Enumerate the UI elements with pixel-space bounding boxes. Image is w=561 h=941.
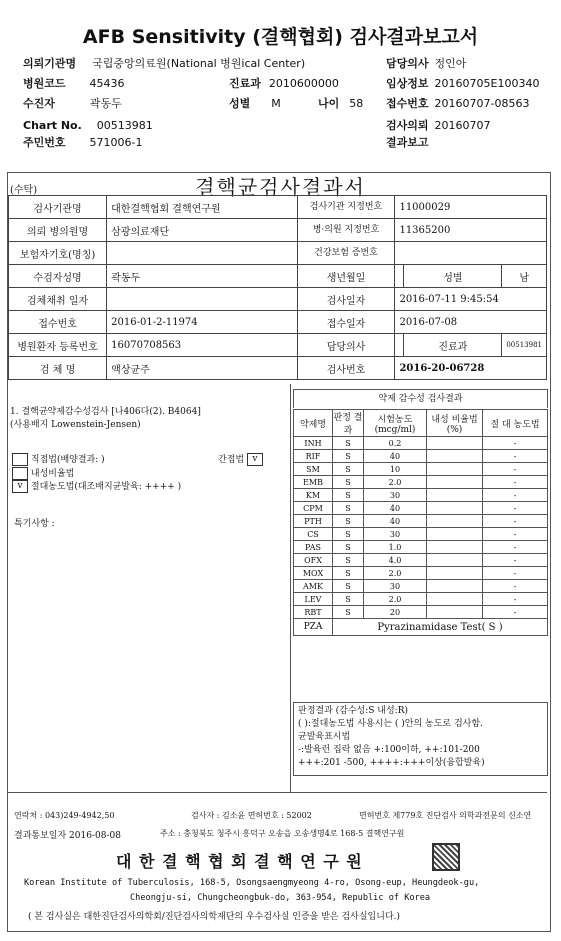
drug-cell: INH [294,437,333,450]
drug-cell [427,463,483,476]
drug-cell: 30 [364,580,427,593]
report-date: 결과통보일자 2016-08-08 [14,831,121,841]
english-address-1: Korean Institute of Tuberculosis, 168-5, Osongsaengmyeong 4-ro, Osong-eup, Heungdeok-gu, [24,878,480,888]
form-value: 2016-20-06728 [395,357,547,380]
form-label: 검사번호 [297,357,395,380]
form-value [395,265,404,288]
form-value: 곽동두 [107,265,297,288]
drug-cell: OFX [294,554,333,567]
drug-cell: LEV [294,593,333,606]
clinical-info: 임상정보 20160705E100340 [386,77,540,90]
drug-table [293,409,548,636]
drug-header: 시험농도 (mcg/ml) [364,410,427,437]
drug-cell: 2.0 [364,567,427,580]
drug-cell: PAS [294,541,333,554]
drug-cell [427,502,483,515]
form-label: 진료과 [404,334,502,357]
patient-sex: 성별 M [229,97,281,110]
drug-cell: SM [294,463,333,476]
form-value: 액상균주 [107,357,297,380]
drug-cell [427,528,483,541]
drug-cell: - [483,593,548,606]
certification-note: ( 본 검사실은 대한진단검사의학회/진단검사의학재단의 우수검사실 인증을 받은 검사실입니다.) [28,912,401,922]
drug-table-caption: 약제 감수성 검사결과 [293,389,548,408]
consign-label: (수탁) [10,185,38,196]
director-line: 면허번호 제779호 진단검사 의학과전문의 신소연 [359,811,532,820]
drug-cell: 40 [364,502,427,515]
patient-age: 나이 58 [318,97,364,110]
drug-cell: EMB [294,476,333,489]
drug-cell: CS [294,528,333,541]
drug-cell: 2.0 [364,593,427,606]
drug-cell [427,515,483,528]
legend-box [293,702,548,776]
form-value: 16070708563 [107,334,297,357]
drug-cell: RBT [294,606,333,619]
drug-cell [427,437,483,450]
contact-line: 연락처 : 043)249-4942,50 [14,811,115,820]
test-line: 1. 결핵균약제감수성검사 [나406다(2). B4064] [10,407,201,417]
drug-row [294,554,548,567]
drug-cell: - [483,502,548,515]
drug-cell: 20 [364,606,427,619]
request-org: 의뢰기관명 국립중앙의료원(National 병원ical Center) [23,57,306,70]
drug-cell [427,593,483,606]
drug-cell: S [333,450,364,463]
direct-checkbox [12,453,28,466]
drug-row [294,463,548,476]
drug-cell: - [483,450,548,463]
drug-cell: - [483,606,548,619]
drug-cell: S [333,528,364,541]
drug-cell: 1.0 [364,541,427,554]
drug-header: 절 대 농도법 [483,410,548,437]
department: 진료과 2010600000 [229,77,339,90]
drug-cell: S [333,515,364,528]
indirect-checkbox: v [247,453,263,466]
form-label: 검사기관 지정번호 [297,196,395,219]
form-label: 수검자성명 [9,265,107,288]
medium-line: (사용배지 Lowenstein-Jensen) [10,420,141,430]
examiner-line: 검사자 : 김소윤 면허번호 : 52002 [191,811,312,820]
drug-cell: S [333,554,364,567]
drug-cell [427,580,483,593]
drug-header: 약제명 [294,410,333,437]
form-value: 2016-07-11 9:45:54 [395,288,547,311]
form-heading: 결핵균검사결과서 [195,175,366,199]
drug-cell: S [333,489,364,502]
drug-row [294,606,548,619]
address-line: 주소 : 충청북도 청주시 흥덕구 오송읍 오송생명4로 168-5 결핵연구원 [160,829,405,838]
drug-cell: S [333,463,364,476]
drug-cell: 10 [364,463,427,476]
absolute-conc: v 절대농도법(대조배지균발육: ++++ ) [12,479,181,493]
drug-cell [427,489,483,502]
report-title: AFB Sensitivity (결핵협회) 검사결과보고서 [82,26,479,48]
form-label: 접수일자 [297,311,395,334]
drug-cell: S [333,541,364,554]
drug-row [294,450,548,463]
drug-cell: S [333,502,364,515]
drug-cell [427,541,483,554]
request-date: 검사의뢰 20160707 [386,119,491,132]
divider [8,792,547,793]
receipt-number: 접수번호 20160707-08563 [386,97,530,110]
drug-row [294,567,548,580]
form-value [107,242,297,265]
absolute-checkbox: v [12,480,28,493]
drug-row [294,489,548,502]
legend-line: -:발육런 집락 없음 +:100이하, ++:101-200 [298,745,480,755]
drug-cell [427,606,483,619]
drug-cell [427,476,483,489]
drug-cell: - [483,528,548,541]
drug-row [294,528,548,541]
form-label: 생년월일 [297,265,395,288]
drug-cell [427,567,483,580]
drug-cell: 2.0 [364,476,427,489]
drug-cell: - [483,541,548,554]
result-report: 결과보고 [386,136,429,149]
form-label: 담당의사 [297,334,395,357]
english-address-2: Cheongju-si, Chungcheongbuk-do, 363-954, Republic of Korea [130,893,431,903]
form-value: 11365200 [395,219,547,242]
drug-cell: - [483,580,548,593]
drug-cell: - [483,567,548,580]
form-value [395,242,547,265]
form-value: 11000029 [395,196,547,219]
form-label: 성별 [404,265,502,288]
resistance-ratio: 내성비율법 [12,466,74,480]
chart-number: Chart No. 00513981 [23,119,153,132]
form-label: 병원환자 등록번호 [9,334,107,357]
drug-row [294,580,548,593]
drug-cell [427,450,483,463]
org-name: 대 한 결 핵 협 회 결 핵 연 구 원 [116,852,363,871]
drug-row [294,437,548,450]
drug-cell [427,554,483,567]
drug-row [294,515,548,528]
divider [290,384,291,792]
pza-value: Pyrazinamidase Test( S ) [333,619,548,636]
form-value [395,334,404,357]
drug-cell: 30 [364,489,427,502]
legend-line: 균발육표시법 [298,732,351,742]
drug-header: 내성 비율법(%) [427,410,483,437]
drug-cell: - [483,463,548,476]
drug-cell: CPM [294,502,333,515]
remarks-label: 특기사항 : [14,519,55,529]
form-value: 삼광의료재단 [107,219,297,242]
drug-cell: - [483,437,548,450]
drug-row [294,593,548,606]
drug-cell: - [483,515,548,528]
indirect-method: 간접법 v [218,452,263,466]
form-label: 검체채취 일자 [9,288,107,311]
form-label: 보험자기호(명칭) [9,242,107,265]
drug-cell: 4.0 [364,554,427,567]
form-label: 건강보험 증번호 [297,242,395,265]
drug-cell: 30 [364,528,427,541]
drug-cell: 40 [364,450,427,463]
direct-method: 직접법(배양결과: ) [12,452,105,466]
drug-cell: MOX [294,567,333,580]
drug-cell: - [483,476,548,489]
drug-cell: S [333,580,364,593]
form-label: 접수번호 [9,311,107,334]
resident-number: 주민번호 571006-1 [23,136,143,149]
form-value: 대한결핵협회 결핵연구원 [107,196,297,219]
drug-row [294,476,548,489]
drug-cell: S [333,437,364,450]
form-table [8,195,547,380]
legend-line: 판정결과 (감수성:S 내성:R) [298,706,408,716]
drug-cell: S [333,476,364,489]
drug-cell: RIF [294,450,333,463]
legend-line: ( ):절대농도법 사용시는 ( )안의 농도로 검사함. [298,719,483,729]
patient-name: 수진자 곽동두 [23,97,122,110]
drug-cell: 40 [364,515,427,528]
drug-cell: S [333,606,364,619]
official-seal-icon [432,843,460,871]
form-label: 의뢰 병의원명 [9,219,107,242]
drug-cell: S [333,567,364,580]
form-value: 2016-01-2-11974 [107,311,297,334]
pza-label: PZA [294,619,333,636]
drug-cell: KM [294,489,333,502]
hospital-code: 병원코드 45436 [23,77,125,90]
drug-cell: - [483,554,548,567]
form-label: 검사일자 [297,288,395,311]
drug-cell: PTH [294,515,333,528]
drug-header: 판정 결과 [333,410,364,437]
drug-row [294,541,548,554]
drug-cell: AMK [294,580,333,593]
drug-row [294,502,548,515]
drug-cell: - [483,489,548,502]
form-label: 검사기관명 [9,196,107,219]
legend-line: +++:201 -500, ++++:+++이상(융합발육) [298,758,485,768]
drug-cell: S [333,593,364,606]
form-label: 검 체 명 [9,357,107,380]
form-value [107,288,297,311]
drug-cell: 0.2 [364,437,427,450]
staff-doctor: 담당의사 정인아 [386,57,467,70]
form-label: 병·의원 지정번호 [297,219,395,242]
form-value: 2016-07-08 [395,311,547,334]
form-value: 00513981 [502,334,547,357]
form-value: 남 [502,265,547,288]
